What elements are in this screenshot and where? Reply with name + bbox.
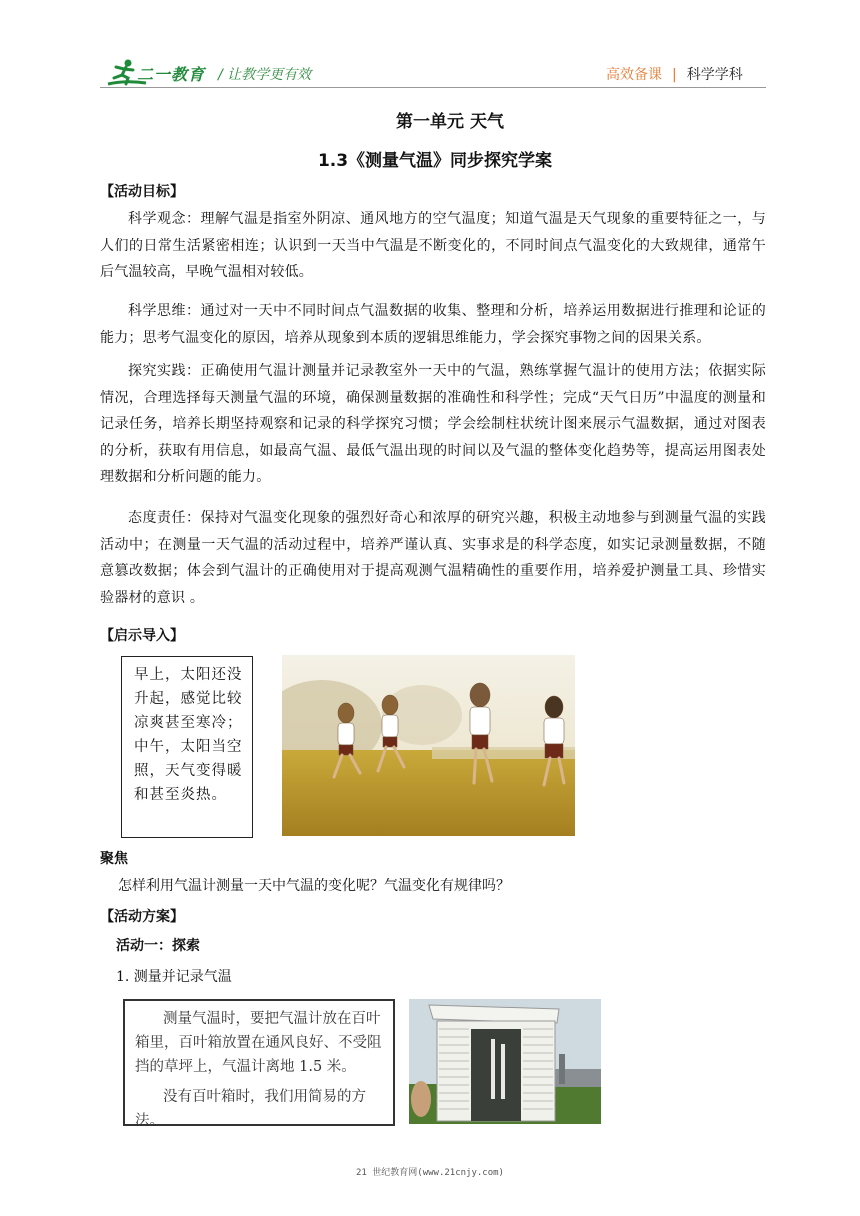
unit-title: 第一单元 天气 bbox=[396, 112, 504, 132]
stevenson-screen-photo bbox=[409, 999, 601, 1124]
header-right bbox=[606, 64, 743, 84]
intro-heading: 【启示导入】 bbox=[100, 628, 184, 644]
plan-heading: 【活动方案】 bbox=[100, 909, 184, 925]
goals-heading: 【活动目标】 bbox=[100, 184, 184, 200]
goal-paragraph: 科学观念：理解气温是指室外阴凉、通风地方的空气温度；知道气温是天气现象的重要特征之一，与人们的日常生活紧密相连；认识到一天当中气温是不断变化的，不同时间点气温变化的大致规律，通常午后气温较高，早晚气温相对较低。 bbox=[100, 211, 766, 280]
focus-question: 怎样利用气温计测量一天中气温的变化呢？气温变化有规律吗？ bbox=[118, 878, 510, 894]
activity-one-heading: 活动一：探索 bbox=[116, 938, 200, 954]
instruction-paragraph: 测量气温时，要把气温计放在百叶箱里，百叶箱放置在通风良好、不受阻挡的草坪上，气温计离地 1.5 米。 bbox=[135, 1011, 382, 1075]
brand-slogan: / 让教学更有效 bbox=[218, 67, 312, 83]
goal-paragraph: 科学思维：通过对一天中不同时间点气温数据的收集、整理和分析，培养运用数据进行推理和论证的能力；思考气温变化的原因，培养从现象到本质的逻辑思维能力，学会探究事物之间的因果关系。 bbox=[100, 303, 766, 346]
header-label-subject: 科学学科 bbox=[686, 67, 743, 83]
goal-paragraph: 态度责任：保持对气温变化现象的强烈好奇心和浓厚的研究兴趣，积极主动地参与到测量气温的实践活动中；在测量一天气温的活动过程中，培养严谨认真、实事求是的科学态度，如实记录测量数据，不随意篡改数据；体会到气温计的正确使用对于提高观测气温精确性的重要作用，培养爱护测量工具、珍惜实验器材的意识 。 bbox=[100, 510, 766, 606]
step-one-heading: 1. 测量并记录气温 bbox=[116, 969, 232, 985]
header-separator: | bbox=[672, 67, 677, 83]
lesson-title: 1.3《测量气温》同步探究学案 bbox=[317, 151, 553, 171]
page-footer: 21 世纪教育网(www.21cnjy.com) bbox=[356, 1168, 504, 1178]
measure-instructions-box bbox=[123, 999, 395, 1129]
focus-label: 聚焦 bbox=[100, 851, 128, 867]
instruction-paragraph: 没有百叶箱时，我们用简易的方法。 bbox=[135, 1089, 366, 1129]
header-label-efficient-prep: 高效备课 bbox=[606, 67, 662, 83]
brand-name: 二一教育 bbox=[137, 65, 206, 84]
children-running-photo bbox=[282, 655, 575, 836]
goal-paragraph: 探究实践：正确使用气温计测量并记录教室外一天中的气温，熟练掌握气温计的使用方法；依据实际情况，合理选择每天测量气温的环境，确保测量数据的准确性和科学性；完成“天气日历”中温度的测量和记录任务，培养长期坚持观察和记录的科学探究习惯；学会绘制柱状统计图来展示气温数据，通过对图表的分析，获取有用信息，如最高气温、最低气温出现的时间以及气温的整体变化趋势等，提高运用图表处理数据和分析问题的能力。 bbox=[100, 363, 766, 485]
header-divider bbox=[100, 87, 766, 88]
intro-text-box: 早上，太阳还没升起，感觉比较凉爽甚至寒冷；中午，太阳当空照，天气变得暖和甚至炎热。 bbox=[121, 656, 253, 838]
